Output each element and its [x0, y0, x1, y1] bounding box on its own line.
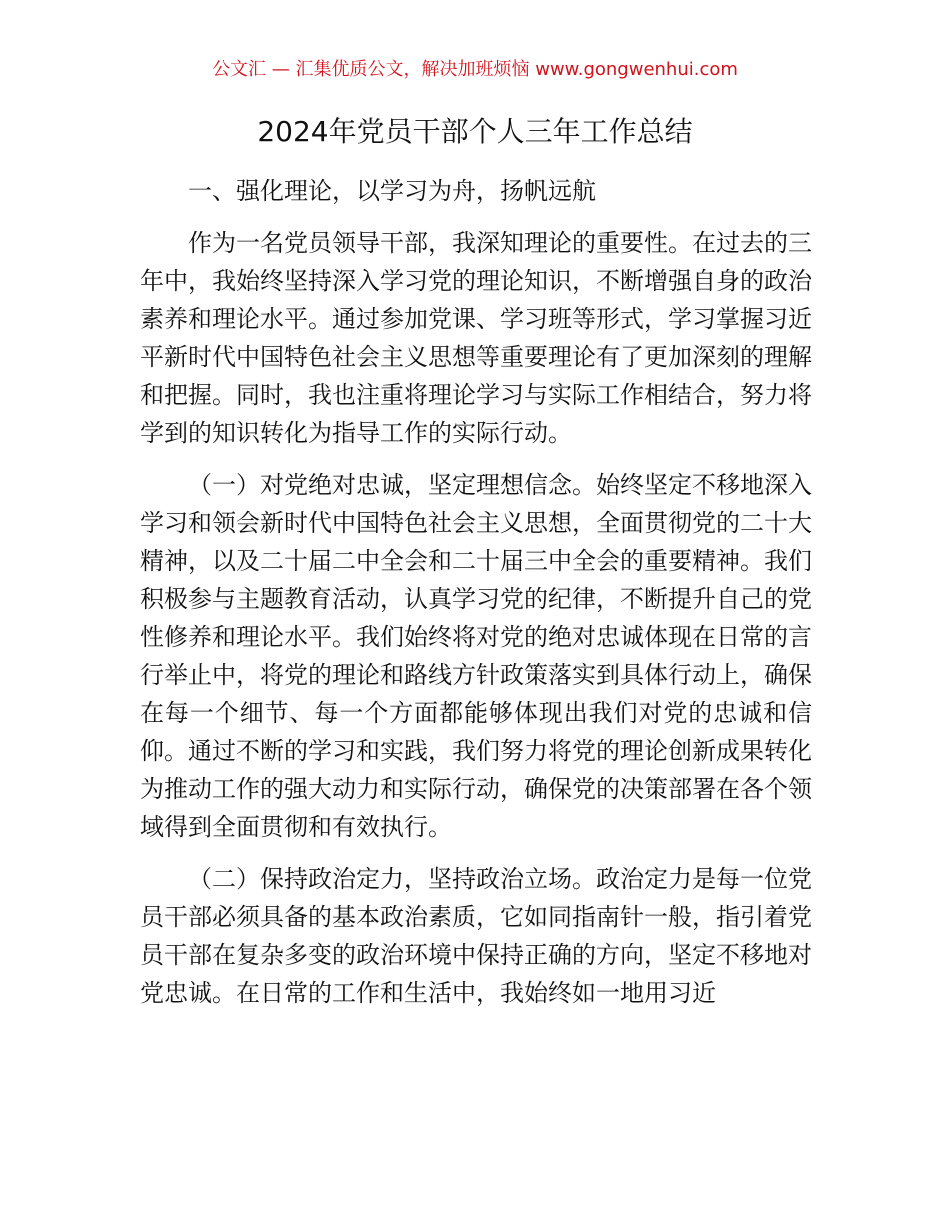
paragraph-political-stance: （二）保持政治定力，坚持政治立场。政治定力是每一位党员干部必须具备的基本政治素质，它如同指南针一般，指引着党员干部在复杂多变的政治环境中保持正确的方向，坚定不移地对党忠诚。在日常的工作和生活中，我始终如一地用习近 [140, 865, 812, 1007]
page-title: 2024年党员干部个人三年工作总结 [257, 115, 693, 148]
header-banner: 公文汇 — 汇集优质公文，解决加班烦恼 www.gongwenhui.com [212, 59, 738, 80]
document-body [140, 172, 812, 1012]
paragraph-loyalty: （一）对党绝对忠诚，坚定理想信念。始终坚定不移地深入学习和领会新时代中国特色社会主义思想，全面贯彻党的二十大精神，以及二十届二中全会和二十届三中全会的重要精神。我们积极参与主题教育活动，认真学习党的纪律，不断提升自己的党性修养和理论水平。我们始终将对党的绝对忠诚体现在日常的言行举止中，将党的理论和路线方针政策落实到具体行动上，确保在每一个细节、每一个方面都能够体现出我们对党的忠诚和信仰。通过不断的学习和实践，我们努力将党的理论创新成果转化为推动工作的强大动力和实际行动，确保党的决策部署在各个领域得到全面贯彻和有效执行。 [140, 471, 812, 841]
paragraph-intro: 作为一名党员领导干部，我深知理论的重要性。在过去的三年中，我始终坚持深入学习党的理论知识，不断增强自身的政治素养和理论水平。通过参加党课、学习班等形式，学习掌握习近平新时代中国特色社会主义思想等重要理论有了更加深刻的理解和把握。同时，我也注重将理论学习与实际工作相结合，努力将学到的知识转化为指导工作的实际行动。 [140, 229, 812, 447]
section-heading: 一、强化理论，以学习为舟，扬帆远航 [188, 177, 596, 205]
